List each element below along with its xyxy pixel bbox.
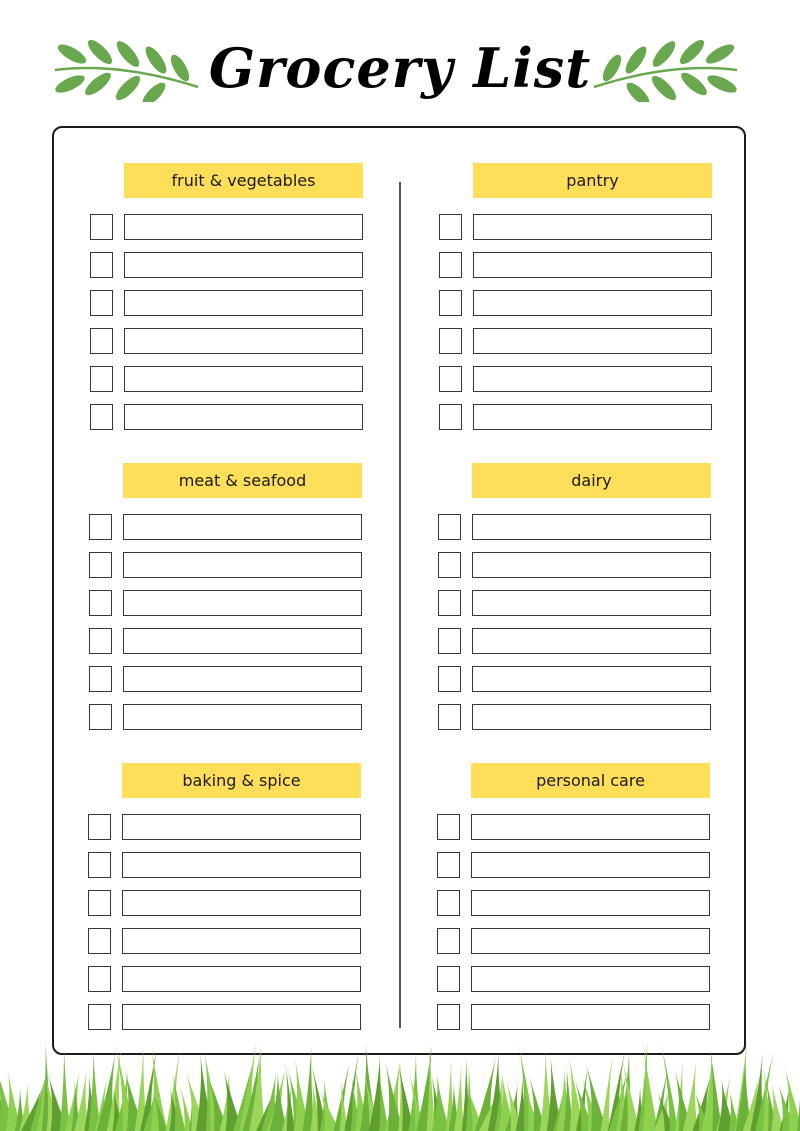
item-checkbox[interactable] xyxy=(88,890,111,916)
item-input[interactable] xyxy=(122,966,361,992)
item-checkbox[interactable] xyxy=(90,290,113,316)
list-item xyxy=(437,814,727,840)
column-divider xyxy=(399,182,401,1028)
list-item xyxy=(88,814,378,840)
item-checkbox[interactable] xyxy=(90,252,113,278)
item-input[interactable] xyxy=(472,552,711,578)
list-item xyxy=(90,328,380,354)
list-item xyxy=(437,928,727,954)
item-input[interactable] xyxy=(473,328,712,354)
item-input[interactable] xyxy=(473,252,712,278)
list-item xyxy=(439,366,729,392)
item-input[interactable] xyxy=(471,890,710,916)
list-item xyxy=(437,1004,727,1030)
item-checkbox[interactable] xyxy=(439,366,462,392)
section-pantry xyxy=(439,163,729,433)
item-input[interactable] xyxy=(471,928,710,954)
item-input[interactable] xyxy=(472,628,711,654)
page-header xyxy=(0,20,800,120)
list-item xyxy=(89,704,379,730)
item-checkbox[interactable] xyxy=(88,814,111,840)
item-checkbox[interactable] xyxy=(89,514,112,540)
item-checkbox[interactable] xyxy=(89,704,112,730)
list-item xyxy=(437,852,727,878)
item-checkbox[interactable] xyxy=(90,328,113,354)
item-input[interactable] xyxy=(473,404,712,430)
item-checkbox[interactable] xyxy=(437,852,460,878)
list-item xyxy=(88,890,378,916)
item-checkbox[interactable] xyxy=(437,890,460,916)
item-checkbox[interactable] xyxy=(438,666,461,692)
list-item xyxy=(438,628,728,654)
item-checkbox[interactable] xyxy=(437,966,460,992)
section-title: fruit & vegetables xyxy=(124,163,363,198)
section-title: dairy xyxy=(472,463,711,498)
list-item xyxy=(88,966,378,992)
section-title: baking & spice xyxy=(122,763,361,798)
item-checkbox[interactable] xyxy=(90,366,113,392)
item-input[interactable] xyxy=(123,590,362,616)
item-input[interactable] xyxy=(122,852,361,878)
list-item xyxy=(90,290,380,316)
item-input[interactable] xyxy=(471,814,710,840)
item-input[interactable] xyxy=(123,552,362,578)
item-checkbox[interactable] xyxy=(439,404,462,430)
item-input[interactable] xyxy=(471,1004,710,1030)
item-checkbox[interactable] xyxy=(437,1004,460,1030)
list-item xyxy=(90,404,380,430)
list-item xyxy=(438,552,728,578)
item-input[interactable] xyxy=(473,290,712,316)
item-input[interactable] xyxy=(473,214,712,240)
list-item xyxy=(89,628,379,654)
item-checkbox[interactable] xyxy=(89,552,112,578)
item-checkbox[interactable] xyxy=(437,814,460,840)
list-item xyxy=(90,252,380,278)
item-input[interactable] xyxy=(122,928,361,954)
item-input[interactable] xyxy=(472,666,711,692)
list-item xyxy=(89,514,379,540)
list-item xyxy=(88,1004,378,1030)
list-item xyxy=(439,252,729,278)
item-checkbox[interactable] xyxy=(438,590,461,616)
list-item xyxy=(89,590,379,616)
item-checkbox[interactable] xyxy=(439,328,462,354)
list-item xyxy=(438,704,728,730)
item-input[interactable] xyxy=(473,366,712,392)
section-baking-spice xyxy=(88,763,378,1033)
list-item xyxy=(438,514,728,540)
item-input[interactable] xyxy=(122,814,361,840)
list-item xyxy=(88,928,378,954)
section-title: meat & seafood xyxy=(123,463,362,498)
list-item xyxy=(437,890,727,916)
item-checkbox[interactable] xyxy=(89,590,112,616)
list-item xyxy=(439,404,729,430)
list-item xyxy=(89,552,379,578)
item-checkbox[interactable] xyxy=(90,214,113,240)
item-checkbox[interactable] xyxy=(88,852,111,878)
page-title: Grocery List xyxy=(208,36,592,100)
section-fruit-vegetables xyxy=(90,163,380,433)
item-input[interactable] xyxy=(123,514,362,540)
item-checkbox[interactable] xyxy=(439,214,462,240)
item-input[interactable] xyxy=(124,328,363,354)
item-checkbox[interactable] xyxy=(438,704,461,730)
item-checkbox[interactable] xyxy=(439,252,462,278)
item-checkbox[interactable] xyxy=(438,628,461,654)
item-checkbox[interactable] xyxy=(89,666,112,692)
section-personal-care xyxy=(437,763,727,1033)
item-input[interactable] xyxy=(123,704,362,730)
section-title: personal care xyxy=(471,763,710,798)
section-dairy xyxy=(438,463,728,733)
item-checkbox[interactable] xyxy=(438,514,461,540)
item-checkbox[interactable] xyxy=(437,928,460,954)
item-checkbox[interactable] xyxy=(89,628,112,654)
item-checkbox[interactable] xyxy=(88,1004,111,1030)
section-meat-seafood xyxy=(89,463,379,733)
item-input[interactable] xyxy=(472,514,711,540)
item-input[interactable] xyxy=(124,252,363,278)
item-input[interactable] xyxy=(472,704,711,730)
item-input[interactable] xyxy=(471,852,710,878)
list-item xyxy=(437,966,727,992)
list-item xyxy=(88,852,378,878)
item-input[interactable] xyxy=(122,890,361,916)
item-checkbox[interactable] xyxy=(438,552,461,578)
item-checkbox[interactable] xyxy=(439,290,462,316)
list-item xyxy=(90,366,380,392)
item-checkbox[interactable] xyxy=(88,966,111,992)
leaf-branch-icon xyxy=(592,32,742,102)
item-input[interactable] xyxy=(124,290,363,316)
list-item xyxy=(438,590,728,616)
list-item xyxy=(438,666,728,692)
grass-icon xyxy=(0,1040,800,1131)
list-item xyxy=(439,328,729,354)
item-checkbox[interactable] xyxy=(90,404,113,430)
item-input[interactable] xyxy=(123,628,362,654)
item-input[interactable] xyxy=(122,1004,361,1030)
list-item xyxy=(439,214,729,240)
item-input[interactable] xyxy=(124,366,363,392)
list-item xyxy=(89,666,379,692)
item-input[interactable] xyxy=(123,666,362,692)
list-item xyxy=(439,290,729,316)
item-input[interactable] xyxy=(124,214,363,240)
item-checkbox[interactable] xyxy=(88,928,111,954)
item-input[interactable] xyxy=(471,966,710,992)
list-item xyxy=(90,214,380,240)
item-input[interactable] xyxy=(124,404,363,430)
item-input[interactable] xyxy=(472,590,711,616)
section-title: pantry xyxy=(473,163,712,198)
